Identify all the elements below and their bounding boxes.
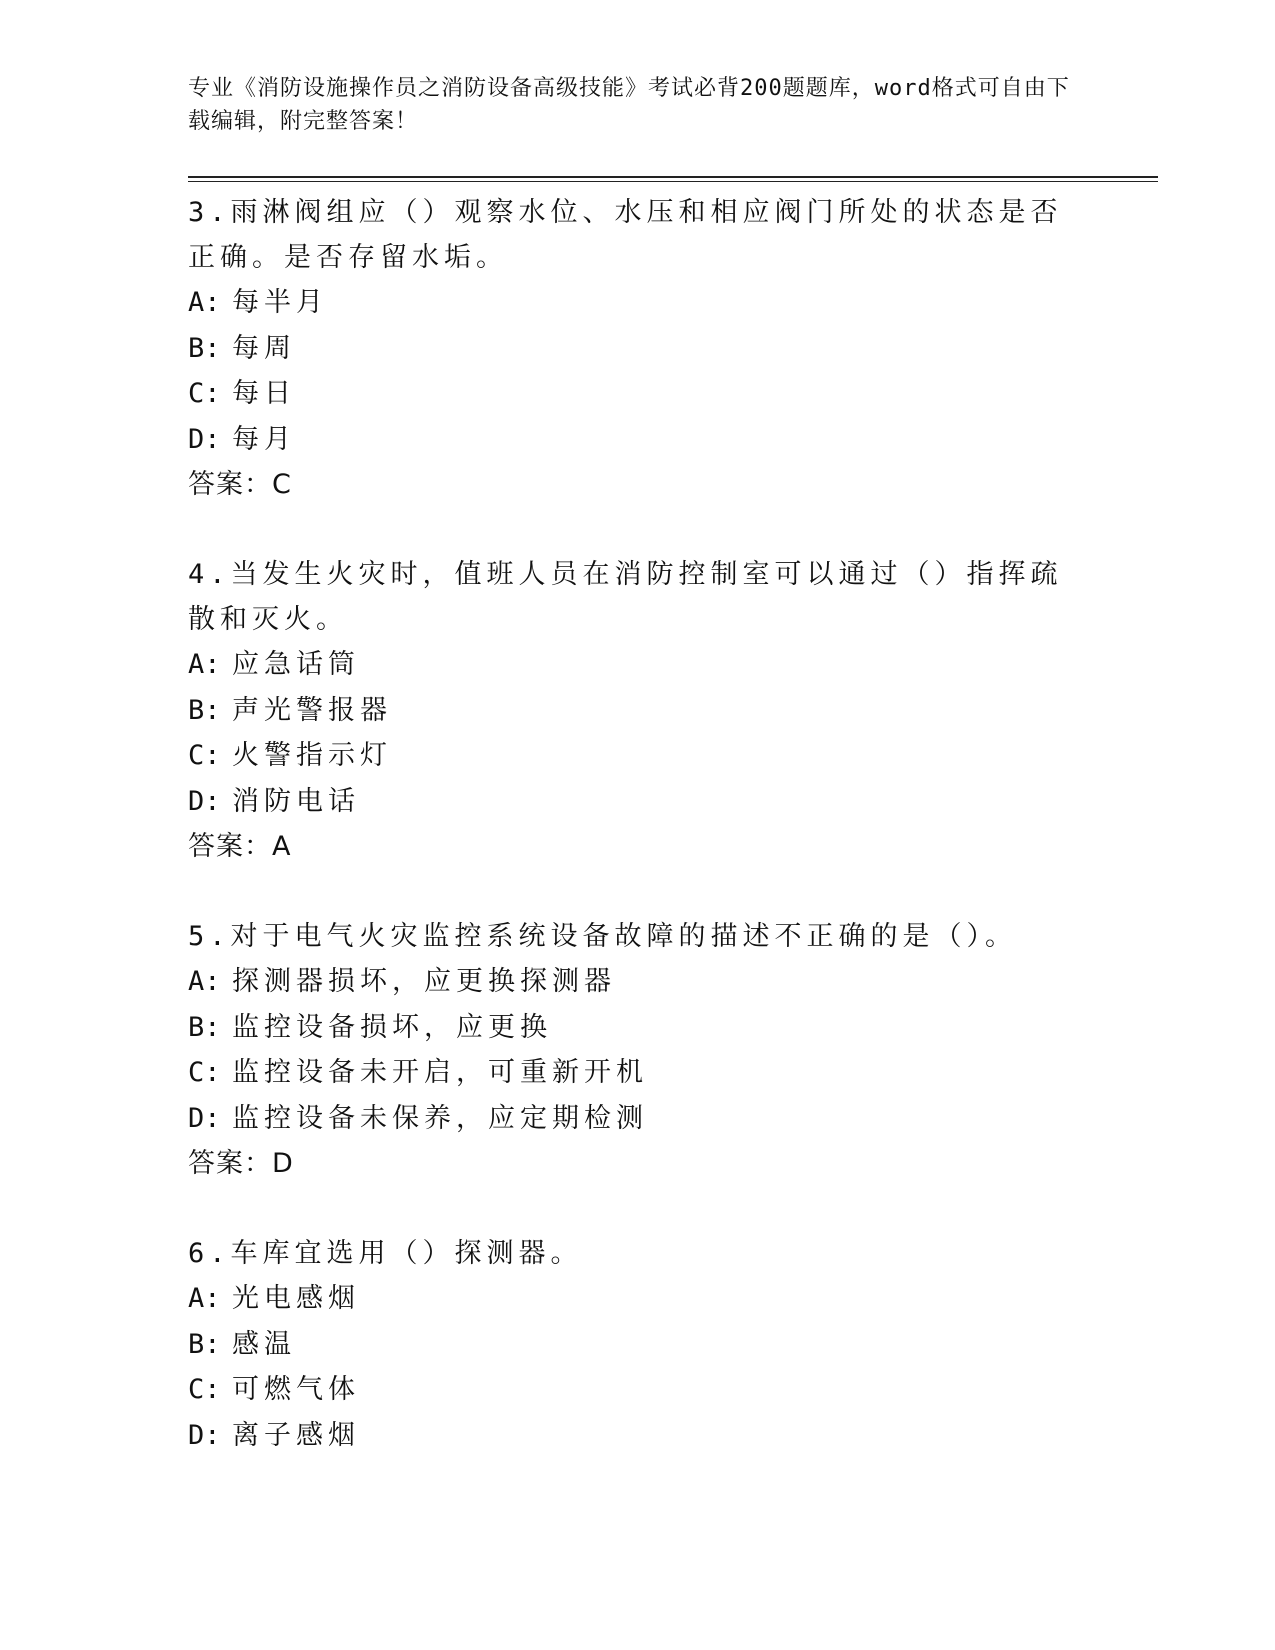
- option-text: 每周: [232, 332, 296, 364]
- question-list: [188, 190, 1088, 1502]
- option-text: 消防电话: [232, 785, 360, 817]
- document-header: 专业《消防设施操作员之消防设备高级技能》考试必背200题题库，word格式可自由下载编辑，附完整答案！: [188, 76, 1070, 134]
- option-text: 应急话筒: [232, 649, 360, 680]
- option-letter: D:: [188, 423, 221, 455]
- question-3: [188, 190, 1088, 508]
- option-letter: C:: [188, 378, 221, 409]
- option-c: [188, 1367, 1088, 1413]
- option-letter: A:: [188, 966, 221, 997]
- option-letter: C:: [188, 1057, 221, 1088]
- question-4: [188, 552, 1088, 870]
- option-text: 监控设备未保养，应定期检测: [232, 1102, 648, 1134]
- option-text: 每日: [232, 378, 296, 409]
- option-b: [188, 1005, 1088, 1051]
- option-letter: A:: [188, 649, 221, 680]
- option-c: [188, 1050, 1088, 1096]
- option-c: [188, 733, 1088, 779]
- option-b: [188, 1322, 1088, 1368]
- option-text: 每月: [232, 423, 296, 455]
- option-letter: D:: [188, 1419, 221, 1451]
- question-stem: 6.车库宜选用（）探测器。: [188, 1238, 583, 1269]
- option-a: [188, 280, 1088, 326]
- option-letter: C:: [188, 1374, 221, 1405]
- question-stem: 5.对于电气火灾监控系统设备故障的描述不正确的是（）。: [188, 921, 1018, 952]
- answer: 答案：C: [188, 469, 292, 500]
- option-text: 探测器损坏，应更换探测器: [232, 966, 616, 997]
- option-text: 光电感烟: [232, 1283, 360, 1314]
- answer: 答案：A: [188, 831, 292, 862]
- option-c: [188, 371, 1088, 417]
- option-letter: B:: [188, 694, 221, 726]
- option-d: [188, 779, 1088, 825]
- question-stem: 3.雨淋阀组应（）观察水位、水压和相应阀门所处的状态是否正确。是否存留水垢。: [188, 197, 1063, 273]
- option-text: 离子感烟: [232, 1419, 360, 1451]
- question-stem: 4.当发生火灾时，值班人员在消防控制室可以通过（）指挥疏散和灭火。: [188, 559, 1063, 635]
- option-text: 可燃气体: [232, 1374, 360, 1405]
- option-text: 声光警报器: [232, 694, 392, 726]
- header-divider: [188, 176, 1158, 182]
- option-d: [188, 417, 1088, 463]
- option-b: [188, 326, 1088, 372]
- option-a: [188, 1276, 1088, 1322]
- option-b: [188, 688, 1088, 734]
- option-text: 每半月: [232, 287, 328, 318]
- option-letter: A:: [188, 287, 221, 318]
- option-d: [188, 1413, 1088, 1459]
- option-letter: A:: [188, 1283, 221, 1314]
- option-letter: D:: [188, 785, 221, 817]
- option-a: [188, 959, 1088, 1005]
- option-text: 监控设备未开启，可重新开机: [232, 1057, 648, 1088]
- question-5: [188, 914, 1088, 1187]
- option-letter: B:: [188, 1011, 221, 1043]
- option-text: 感温: [232, 1328, 296, 1360]
- option-letter: B:: [188, 332, 221, 364]
- option-a: [188, 642, 1088, 688]
- option-letter: B:: [188, 1328, 221, 1360]
- answer: 答案：D: [188, 1148, 294, 1179]
- option-text: 火警指示灯: [232, 740, 392, 771]
- option-letter: C:: [188, 740, 221, 771]
- option-d: [188, 1096, 1088, 1142]
- question-6: [188, 1231, 1088, 1458]
- option-text: 监控设备损坏，应更换: [232, 1011, 552, 1043]
- option-letter: D:: [188, 1102, 221, 1134]
